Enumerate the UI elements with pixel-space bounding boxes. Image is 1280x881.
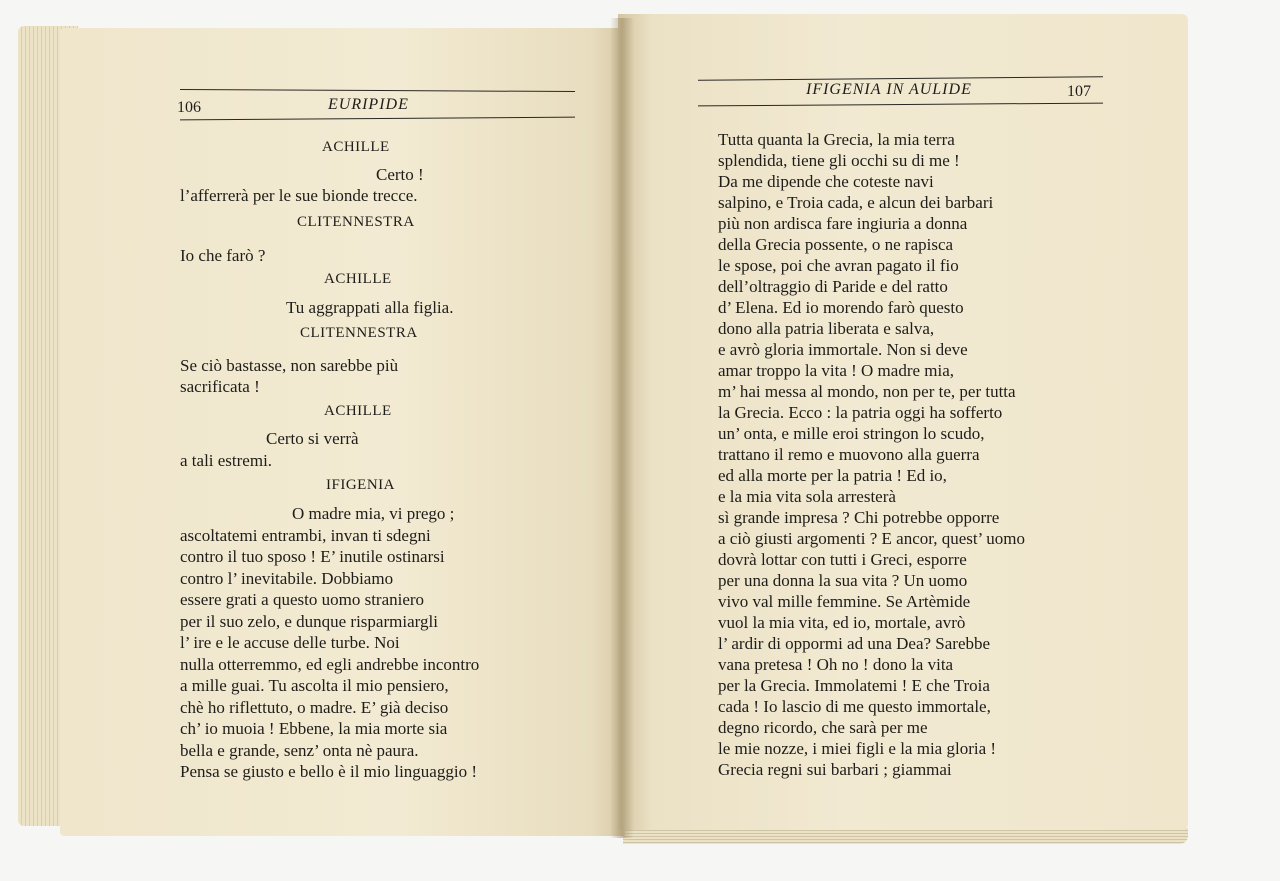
verse-line: l’afferrerà per le sue bionde trecce. [180,186,418,205]
verse-line: dono alla patria liberata e salva, [718,319,935,338]
verse-line: contro il tuo sposo ! E’ inutile ostinarsi [180,547,445,566]
verse-line: Io che farò ? [180,246,266,265]
verse-line: bella e grande, senz’ onta nè paura. [180,741,419,760]
verse-line: vuol la mia vita, ed io, mortale, avrò [718,613,966,632]
verse-line: dovrà lottar con tutti i Greci, esporre [718,550,967,569]
verse-line: sì grande impresa ? Chi potrebbe opporre [718,508,1000,527]
open-book [18,8,1193,848]
verse-line: per il suo zelo, e dunque risparmiargli [180,612,438,631]
speaker-label: ACHILLE [324,403,392,419]
verse-line: le mie nozze, i miei figli e la mia gloria ! [718,739,997,758]
header-rule-top [180,89,575,92]
verse-line: più non ardisca fare ingiuria a donna [718,214,968,233]
header-rule-bottom [698,103,1103,107]
speaker-label: CLITENNESTRA [297,214,415,230]
verse-line: O madre mia, vi prego ; [292,504,455,523]
left-page [60,28,625,836]
verse-line: degno ricordo, che sarà per me [718,718,928,737]
running-head-left: EURIPIDE [328,96,409,113]
verse-line: chè ho riflettuto, o madre. E’ già deciso [180,698,449,717]
running-head-right: IFIGENIA IN AULIDE [806,81,972,98]
verse-line: Certo ! [376,165,424,184]
verse-line: l’ ire e le accuse delle turbe. Noi [180,633,400,652]
verse-line: contro l’ inevitabile. Dobbiamo [180,569,394,588]
verse-line: dell’oltraggio di Paride e del ratto [718,277,948,296]
page-number-right: 107 [1067,83,1091,100]
verse-line: cada ! Io lascio di me questo immortale, [718,697,991,716]
verse-line: nulla otterremmo, ed egli andrebbe incontro [180,655,480,674]
verse-line: e avrò gloria immortale. Non si deve [718,340,968,359]
verse-line: un’ onta, e mille eroi stringon lo scudo, [718,424,985,443]
verse-line: a tali estremi. [180,451,273,470]
verse-line: Tutta quanta la Grecia, la mia terra [718,130,955,149]
verse-line: per una donna la sua vita ? Un uomo [718,571,968,590]
verse-line: trattano il remo e muovono alla guerra [718,445,980,464]
verse-line: Se ciò bastasse, non sarebbe più [180,356,399,375]
right-page [618,14,1188,830]
verse-line: Grecia regni sui barbari ; giammai [718,760,952,779]
verse-line: le spose, poi che avran pagato il fio [718,256,959,275]
verse-line: Da me dipende che coteste navi [718,172,934,191]
verse-line: e la mia vita sola arresterà [718,487,896,506]
verse-line: m’ hai messa al mondo, non per te, per tutta [718,382,1016,401]
verse-line: sacrificata ! [180,377,260,396]
verse-line: Certo si verrà [266,429,359,448]
verse-line: ed alla morte per la patria ! Ed io, [718,466,947,485]
verse-line: a mille guai. Tu ascolta il mio pensiero, [180,676,449,695]
verse-line: la Grecia. Ecco : la patria oggi ha sofferto [718,403,1003,422]
verse-line: Tu aggrappati alla figlia. [286,298,454,317]
verse-line: essere grati a questo uomo straniero [180,590,425,609]
header-rule-bottom [180,117,575,121]
verse-line: vana pretesa ! Oh no ! dono la vita [718,655,954,674]
verse-line: per la Grecia. Immolatemi ! E che Troia [718,676,990,695]
speaker-label: IFIGENIA [326,477,395,493]
speaker-label: CLITENNESTRA [300,325,418,341]
verse-line: Pensa se giusto e bello è il mio linguaggio ! [180,762,477,781]
verse-line: splendida, tiene gli occhi su di me ! [718,151,960,170]
verse-line: ascoltatemi entrambi, invan ti sdegni [180,526,431,545]
verse-line: della Grecia possente, o ne rapisca [718,235,954,254]
verse-line: vivo val mille femmine. Se Artèmide [718,592,971,611]
verse-line: l’ ardir di oppormi ad una Dea? Sarebbe [718,634,991,653]
page-number-left: 106 [177,99,201,116]
verse-line: a ciò giusti argomenti ? E ancor, quest’ uomo [718,529,1025,548]
verse-line: ch’ io muoia ! Ebbene, la mia morte sia [180,719,448,738]
verse-line: d’ Elena. Ed io morendo farò questo [718,298,964,317]
page-edges-bottom [623,828,1188,844]
book-gutter [610,18,634,838]
speaker-label: ACHILLE [324,271,392,287]
verse-line: amar troppo la vita ! O madre mia, [718,361,955,380]
verse-line: salpino, e Troia cada, e alcun dei barbari [718,193,994,212]
speaker-label: ACHILLE [322,139,390,155]
